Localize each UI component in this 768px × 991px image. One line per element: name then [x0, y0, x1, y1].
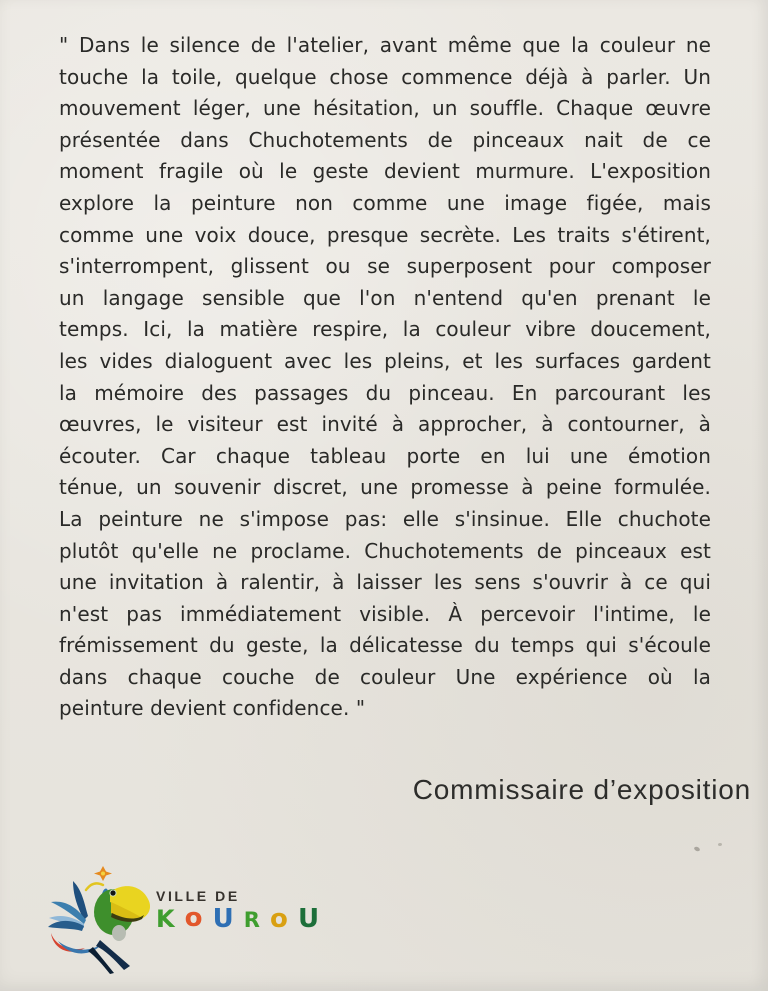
quote-line: écouter. Car chaque tableau porte en lui une émotion: [59, 443, 711, 468]
quote-line: s'interrompent, glissent ou se superposent pour composer: [59, 254, 711, 279]
toucan-icon: [44, 862, 152, 976]
quote-line: frémissement du geste, la délicatesse du temps qui s'écoule: [59, 633, 711, 658]
exhibition-statement: [59, 30, 711, 725]
quote-line: plutôt qu'elle ne proclame. Chuchotements de pinceaux est: [59, 538, 711, 563]
paper-speck: [718, 843, 722, 847]
quote-line: peinture devient confidence. ": [59, 696, 366, 721]
logo-letter: o: [184, 903, 204, 934]
quote-line: les vides dialoguent avec les pleins, et les surfaces gardent: [59, 348, 711, 373]
quote-line: touche la toile, quelque chose commence déjà à parler. Un: [59, 64, 711, 89]
quote-line: mouvement léger, une hésitation, un souffle. Chaque œuvre: [59, 96, 711, 121]
logo-text: [156, 888, 320, 934]
quote-line: ténue, un souvenir discret, une promesse à peine formulée.: [59, 475, 711, 500]
logo-letter: U: [297, 904, 320, 935]
logo-letter: K: [156, 905, 176, 934]
paper-speck: [693, 846, 700, 852]
logo-letter: R: [243, 908, 261, 933]
quote-line: temps. Ici, la matière respire, la couleur vibre doucement,: [59, 317, 711, 342]
logo-tagline: VILLE DE: [156, 888, 240, 905]
quote-line: comme une voix douce, presque secrète. Les traits s'étirent,: [59, 222, 711, 247]
quote-line: " Dans le silence de l'atelier, avant même que la couleur ne: [59, 33, 711, 57]
logo-letter: U: [212, 904, 235, 935]
quote-line: moment fragile où le geste devient murmure. L'exposition: [59, 159, 711, 184]
kourou-logo: [44, 862, 320, 976]
quote-line: une invitation à ralentir, à laisser les sens s'ouvrir à ce qui: [59, 570, 711, 595]
quote-line: explore la peinture non comme une image figée, mais: [59, 190, 711, 215]
quote-line: la mémoire des passages du pinceau. En parcourant les: [59, 380, 711, 405]
quote-line: œuvres, le visiteur est invité à approcher, à contourner, à: [59, 412, 711, 437]
logo-letter: o: [270, 904, 289, 935]
curator-signature: Commissaire d’exposition: [412, 774, 751, 805]
logo-city-name: [156, 905, 320, 934]
quote-line: n'est pas immédiatement visible. À percevoir l'intime, le: [59, 601, 711, 626]
quote-line: présentée dans Chuchotements de pinceaux nait de ce: [59, 127, 711, 152]
quote-line: dans chaque couche de couleur Une expérience où la: [59, 664, 711, 689]
quote-line: un langage sensible que l'on n'entend qu'en prenant le: [59, 285, 711, 310]
quote-line: La peinture ne s'impose pas: elle s'insinue. Elle chuchote: [59, 506, 711, 531]
